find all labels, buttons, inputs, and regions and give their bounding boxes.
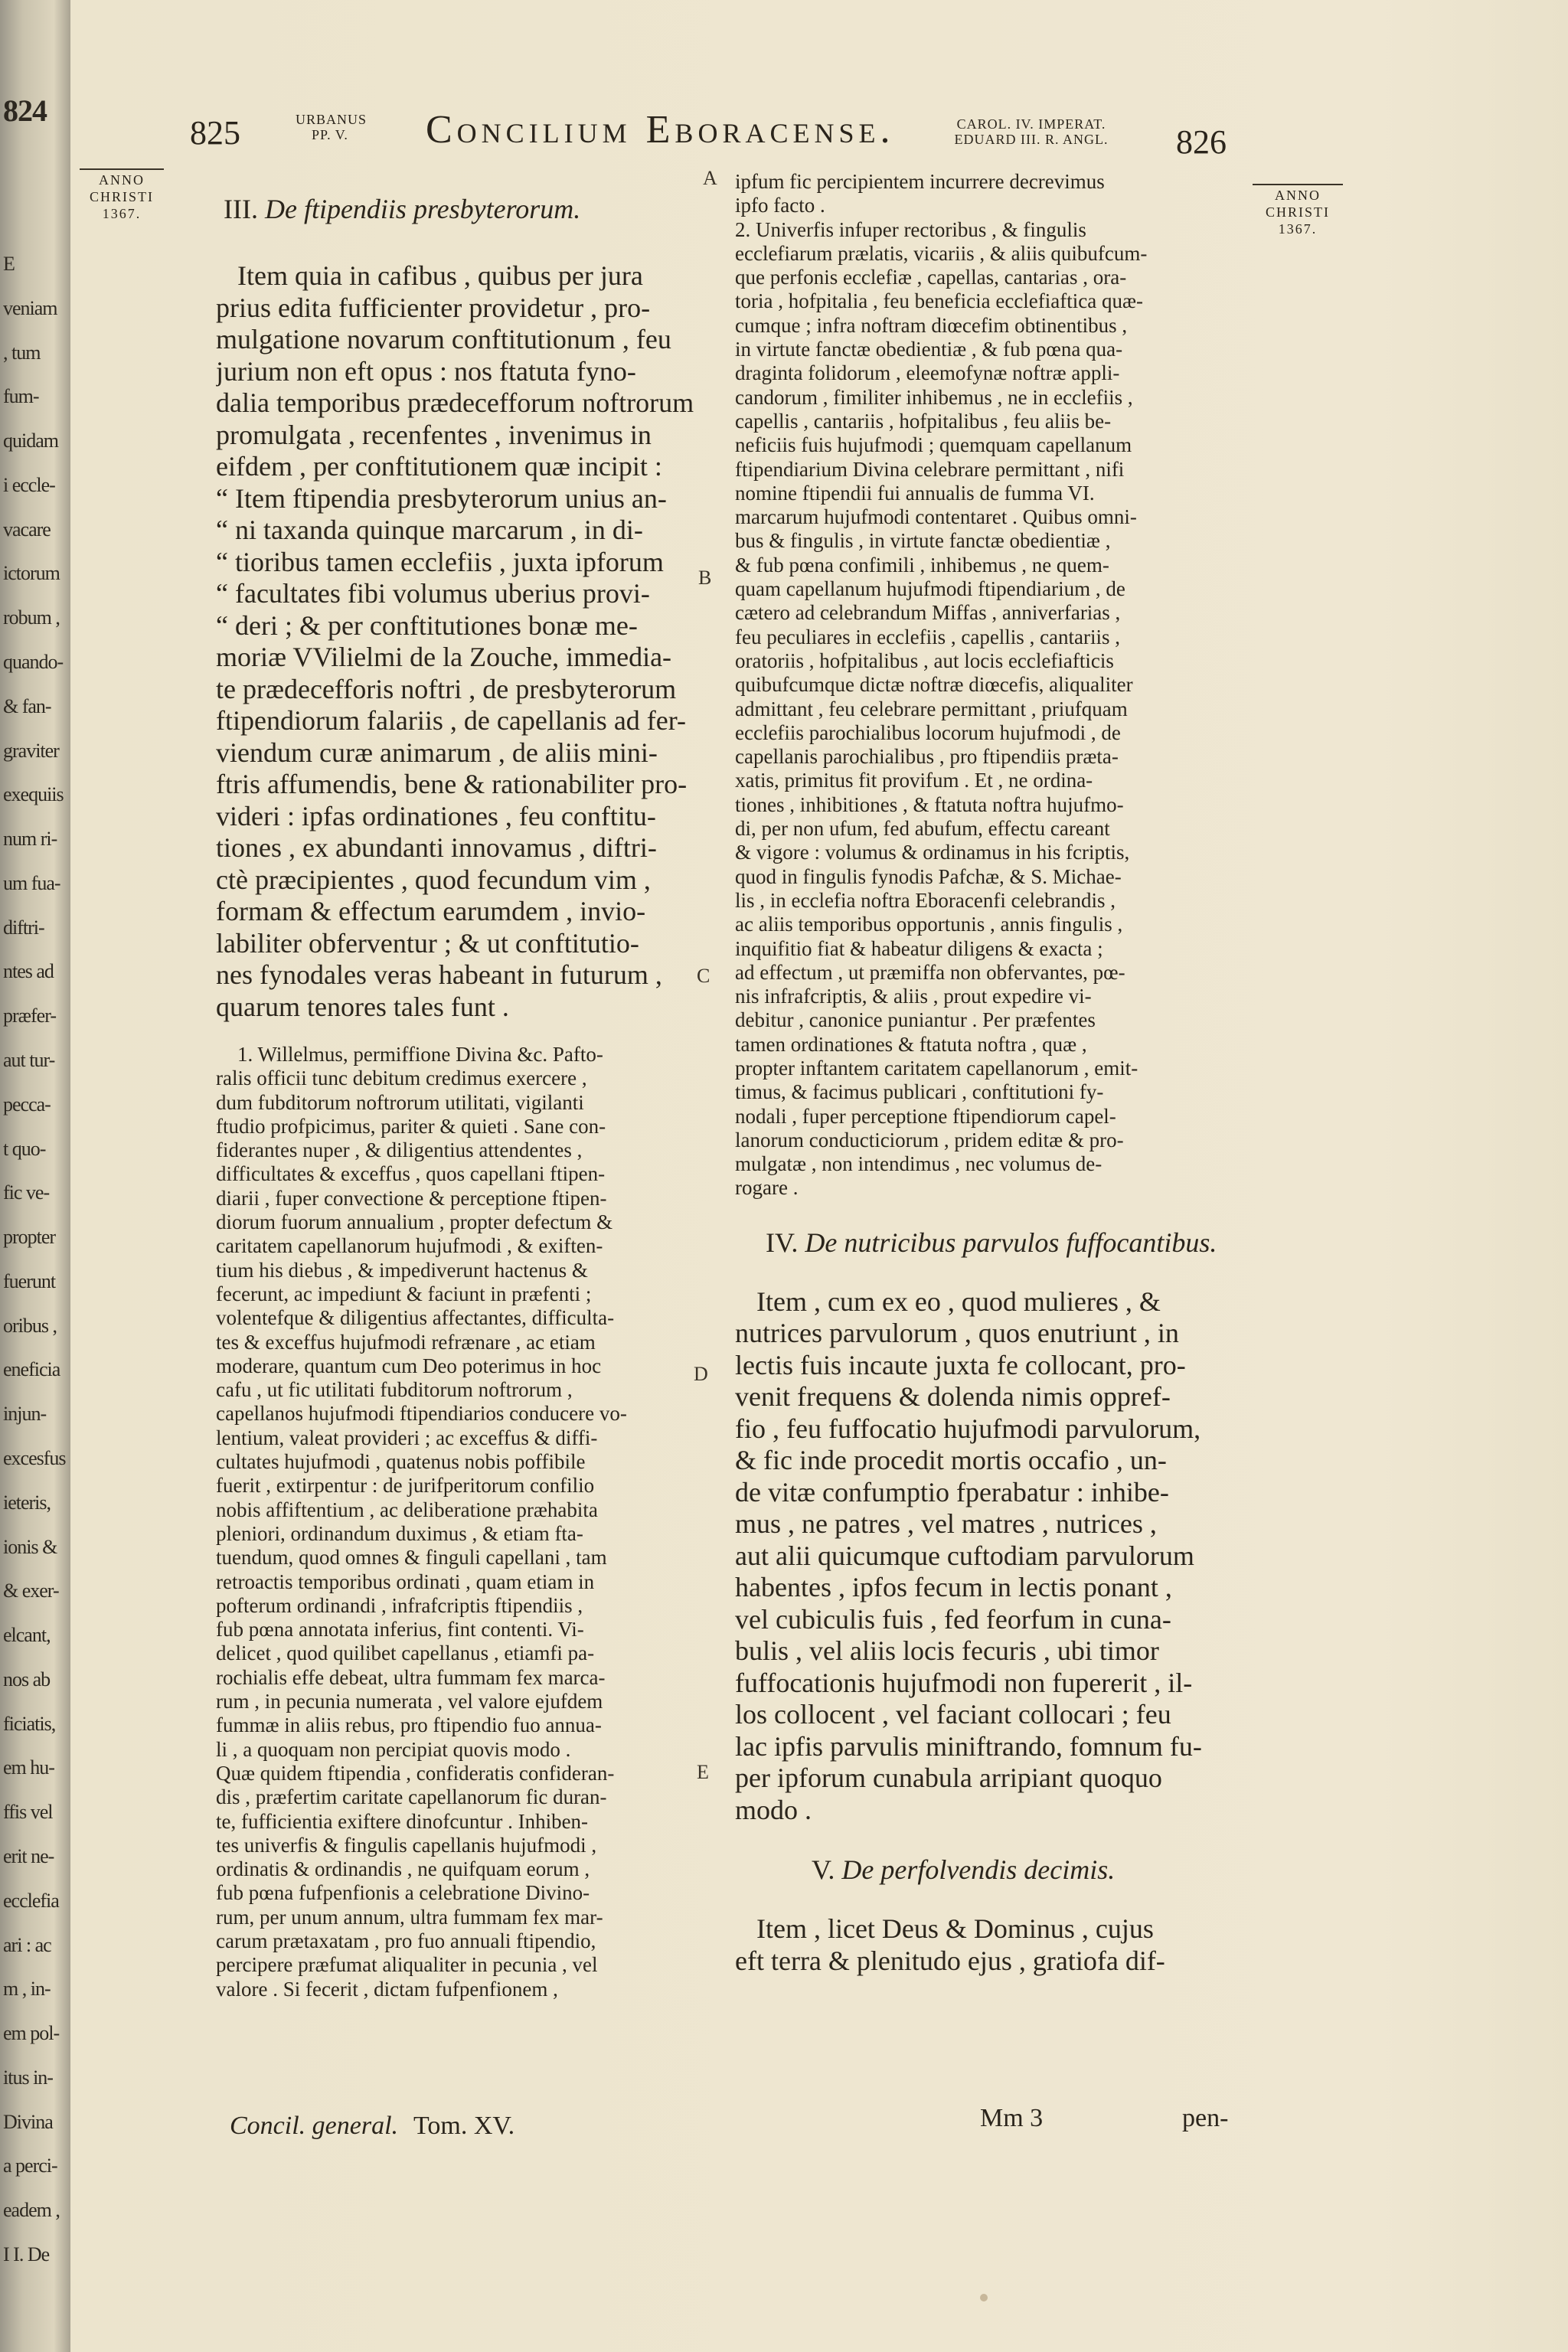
margin-letter-b: B: [698, 567, 712, 589]
text-line: cultates hujufmodi , quatenus nobis poffibile: [216, 1450, 586, 1474]
text-line: videri : ipfas ordinationes , feu conftitu-: [216, 800, 656, 831]
text-line: ctè præcipientes , quod fecundum vim ,: [216, 864, 651, 895]
text-line: rum , in pecunia numerata , vel valore ejufdem: [216, 1690, 603, 1713]
text-line: ecclefiarum prælatis, vicariis , & aliis quibufcum-: [735, 241, 1148, 265]
text-line: fub pœna annotata inferius, fint contenti. Vi-: [216, 1618, 584, 1642]
text-line: mulgatæ , non intendimus , nec volumus de-: [735, 1152, 1102, 1176]
text-line: ftris affumendis, bene & rationabiliter pro-: [216, 769, 688, 799]
text-line: te prædecefforis noftri , de presbyterorum: [216, 673, 677, 704]
strip-fragment: Divina: [3, 2111, 53, 2133]
emperor-line1: CAROL. IV. IMPERAT.: [956, 116, 1106, 132]
strip-fragment: eadem ,: [3, 2199, 60, 2221]
text-line: dis , præfertim caritate capellanorum fic duran-: [216, 1785, 607, 1809]
text-line: fuffocationis hujufmodi non fupererit , il-: [735, 1667, 1193, 1698]
signature-mark: Mm 3: [980, 2104, 1044, 2132]
text-line: Item , cum ex eo , quod mulieres , &: [756, 1285, 1161, 1317]
text-line: formam & effectum earumdem , invio-: [216, 896, 646, 926]
text-line: “ Item ftipendia presbyterorum unius an-: [216, 482, 667, 514]
text-line: lectis fuis incaute juxta fe collocant, pro-: [735, 1349, 1186, 1380]
text-line: “ deri ; & per conftitutiones bonæ me-: [216, 609, 638, 641]
text-line: nutrices parvulorum , quos enutriunt , in: [735, 1318, 1179, 1349]
text-line: 2. Univerfis infuper rectoribus , & fingulis: [735, 217, 1086, 241]
strip-fragment: excesfus: [3, 1447, 66, 1469]
text-line: propter inftantem caritatem capellanorum , emit-: [735, 1056, 1138, 1080]
section-5-title: De perfolvendis decimis.: [841, 1854, 1116, 1886]
strip-fragment: um fua-: [3, 872, 60, 894]
strip-fragment: quidam: [3, 430, 58, 452]
text-line: ecclefiis parochialibus locorum hujufmodi , de: [735, 720, 1121, 744]
strip-fragment: itus in-: [3, 2066, 53, 2089]
strip-fragment: ffis vel: [3, 1801, 53, 1823]
text-line: tamen ordinationes & ftatuta noftra , quæ ,: [735, 1032, 1087, 1056]
text-line: retroactis temporibus ordinati , quam etiam in: [216, 1570, 595, 1593]
strip-fragment: diftri-: [3, 916, 44, 939]
text-line: nis infrafcriptis, & aliis , prout expedire vi-: [735, 985, 1092, 1008]
text-line: moriæ VVilielmi de la Zouche, immedia-: [216, 642, 672, 672]
previous-page-number: 824: [3, 93, 47, 128]
text-line: mulgatione novarum conftitutionum , feu: [216, 324, 671, 354]
running-title: Concilium Eboracense.: [426, 108, 895, 152]
text-line: prius edita fufficienter providetur , pro-: [216, 292, 651, 323]
text-line: ftudio profpicimus, pariter & quieti . Sane con-: [216, 1114, 606, 1138]
margin-letter-a: A: [703, 167, 717, 189]
text-line: pofterum ordinandi , infrafcriptis ftipendiis ,: [216, 1593, 583, 1617]
text-line: Quæ quidem ftipendia , confideratis confideran-: [216, 1761, 615, 1785]
anno-left-line1: ANNO: [99, 172, 145, 188]
text-line: volentefque & diligentius affectantes, difficulta-: [216, 1306, 615, 1330]
text-line: ordinatis & ordinandis , ne quifquam eorum ,: [216, 1857, 590, 1881]
text-line: cætero ad celebrandum Miffas , anniverfarias ,: [735, 601, 1121, 625]
text-line: fummæ in aliis rebus, pro ftipendio fuo annua-: [216, 1713, 602, 1737]
text-line: toria , hofpitalia , feu beneficia ecclefiaftica quæ-: [735, 289, 1143, 313]
strip-fragment: propter: [3, 1226, 56, 1248]
text-line: & vigore : volumus & ordinamus in his fcriptis,: [735, 841, 1130, 864]
text-line: ac aliis temporibus opportunis , annis fingulis ,: [735, 913, 1123, 936]
page-number-right: 826: [1176, 123, 1227, 161]
text-line: diorum fuorum annualium , propter defectum &: [216, 1210, 613, 1234]
text-line: viendum curæ animarum , de aliis mini-: [216, 737, 658, 768]
section-3-intro: [216, 260, 694, 1023]
strip-fragment: ictorum: [3, 562, 60, 584]
pope-label: [296, 112, 368, 142]
section-4-title: De nutricibus parvulos fuffocantibus.: [805, 1227, 1217, 1258]
strip-fragment: nos ab: [3, 1668, 51, 1690]
text-line: rochialis effe debeat, ultra fummam fex marca-: [216, 1665, 606, 1689]
text-line: tes univerfis & fingulis capellanis hujufmodi ,: [216, 1833, 597, 1857]
strip-fragment: , tum: [3, 341, 41, 364]
text-line: “ ni taxanda quinque marcarum , in di-: [216, 514, 643, 545]
section-3-continuation: [735, 170, 1243, 1200]
page-number-left: 825: [190, 114, 240, 152]
anno-christi-left: [80, 168, 164, 222]
text-line: diarii , fuper convectione & perceptione ftipen-: [216, 1186, 607, 1210]
text-line: lis , in ecclefia noftra Eboracenfi celebrandis ,: [735, 888, 1116, 912]
anno-right-line2: CHRISTI: [1265, 204, 1330, 220]
left-column: [216, 193, 694, 2001]
anno-rule-left: [80, 168, 164, 170]
text-line: quarum tenores tales funt .: [216, 991, 509, 1022]
strip-fragment: oribus ,: [3, 1315, 57, 1337]
footer-concil: Concil. general.: [230, 2112, 399, 2140]
strip-fragment: exequiis: [3, 783, 64, 805]
text-line: debitur , canonice puniantur . Per præfentes: [735, 1008, 1096, 1032]
strip-fragment: graviter: [3, 740, 59, 762]
text-line: candorum , fimiliter inhibemus , ne in ecclefiis ,: [735, 385, 1133, 409]
text-line: rum, per unum annum, ultra fummam fex mar-: [216, 1905, 603, 1929]
pope-line2: PP. V.: [312, 127, 348, 142]
strip-fragment: ficiatis,: [3, 1713, 56, 1735]
strip-fragment: num ri-: [3, 828, 57, 850]
text-line: ad effectum , ut præmiffa non obfervantes, pœ-: [735, 960, 1125, 984]
text-line: fecerunt, ac impediunt & faciunt in præfenti ;: [216, 1282, 592, 1305]
text-line: nodali , fuper perceptione ftipendiorum capel-: [735, 1104, 1116, 1128]
text-line: tiones , inhibitiones , & ftatuta noftra hujufmo-: [735, 792, 1124, 816]
text-line: promulgata , recenfentes , invenimus in: [216, 419, 652, 450]
text-line: & fic inde procedit mortis occafio , un-: [735, 1445, 1167, 1476]
text-line: tes & exceffus hujufmodi refrænare , ac etiam: [216, 1330, 596, 1354]
text-line: marcarum hujufmodi contentaret . Quibus omni-: [735, 505, 1137, 529]
strip-fragment: ionis &: [3, 1536, 57, 1558]
strip-fragment: em hu-: [3, 1756, 54, 1779]
strip-fragment: & exer-: [3, 1579, 59, 1602]
previous-page-strip: [0, 0, 70, 2352]
strip-fragment: em pol-: [3, 2022, 60, 2044]
text-line: per ipforum cunabula arripiant quoquo: [735, 1762, 1162, 1794]
text-line: feu peculiares in ecclefiis , capellis , cantariis ,: [735, 625, 1121, 648]
section-5-heading: [812, 1854, 1243, 1886]
text-line: ftipendiarium Divina celebrare permittant , nifi: [735, 457, 1125, 481]
strip-fragment: robum ,: [3, 606, 60, 629]
anno-christi-right: [1253, 184, 1343, 237]
strip-fragment: fuerunt: [3, 1270, 56, 1292]
strip-fragment: m , in-: [3, 1978, 51, 2000]
text-line: ipfo facto .: [735, 194, 825, 217]
text-line: nobis affiftentium , ac deliberatione præhabita: [216, 1498, 598, 1521]
strip-fragment: pecca-: [3, 1093, 51, 1116]
text-line: delicet , quod quilibet capellanus , etiamfi pa-: [216, 1642, 595, 1665]
anno-rule-right: [1253, 184, 1343, 185]
strip-fragment: injun-: [3, 1403, 47, 1425]
text-line: lanorum conducticiorum , pridem editæ & pro-: [735, 1128, 1124, 1152]
text-line: Item , licet Deus & Dominus , cujus: [756, 1913, 1154, 1945]
text-line: nomine ftipendii fui annualis de fumma VI.: [735, 481, 1095, 505]
text-line: rogare .: [735, 1176, 799, 1200]
text-line: lentium, valeat provideri ; ac exceffus & diffi-: [216, 1426, 598, 1449]
text-line: que perfonis ecclefiæ , capellas, cantarias , ora-: [735, 266, 1127, 289]
text-line: tuendum, quod omnes & finguli capellani , tam: [216, 1546, 607, 1570]
section-4-number: IV.: [766, 1227, 799, 1258]
text-line: valore . Si fecerit , dictam fufpenfionem ,: [216, 1977, 558, 2001]
text-line: ftipendiorum falariis , de capellanis ad fer-: [216, 705, 687, 736]
text-line: & fub pœna confimili , inhibemus , ne quem-: [735, 553, 1109, 577]
text-line: eft terra & plenitudo ejus , gratiofa dif-: [735, 1945, 1165, 1976]
strip-fragment: vacare: [3, 518, 51, 541]
section-4-text: [735, 1286, 1243, 1827]
emperor-label: [928, 116, 1135, 147]
text-line: aut alii quicumque cuftodiam parvulorum: [735, 1540, 1194, 1571]
text-line: “ facultates fibi volumus uberius provi-: [216, 578, 650, 609]
text-line: vel cubiculis fuis , fed feorfum in cuna-: [735, 1603, 1171, 1635]
text-line: tiones , ex abundanti innovamus , diftri-: [216, 832, 657, 863]
anno-right-line3: 1367.: [1278, 221, 1318, 237]
section-4-heading: [766, 1227, 1243, 1259]
catchword: pen-: [1182, 2104, 1229, 2132]
text-line: admittant , feu celebrare permittant , priufquam: [735, 697, 1128, 720]
section-3-text: [216, 1043, 694, 2001]
anno-left-line3: 1367.: [102, 206, 142, 221]
paper-speck: [980, 2294, 988, 2301]
text-line: caritatem capellanorum hujufmodi , & exiften-: [216, 1234, 603, 1258]
strip-fragment: & fan-: [3, 695, 51, 717]
text-line: oratoriis , hofpitalibus , aut locis ecclefiafticis: [735, 648, 1114, 672]
section-3-title: De ftipendiis presbyterorum.: [264, 194, 581, 224]
text-line: bus & fingulis , in virtute fanctæ obedientiæ ,: [735, 529, 1111, 553]
text-line: Item quia in cafibus , quibus per jura: [237, 260, 643, 291]
text-line: modo .: [735, 1794, 812, 1825]
strip-fragment: ari : ac: [3, 1934, 51, 1956]
strip-fragment: t quo-: [3, 1138, 46, 1160]
text-line: capellanis parochialibus , pro ftipendiis præta-: [735, 745, 1119, 769]
section-5-text: [735, 1913, 1243, 1977]
text-line: ralis officii tunc debitum credimus exercere ,: [216, 1067, 587, 1090]
text-line: percipere præfumat aliqualiter in pecunia , vel: [216, 1953, 598, 1977]
strip-fragment: eneficia: [3, 1358, 60, 1380]
text-line: carum prætaxatam , pro fuo annuali ftipendio,: [216, 1929, 596, 1952]
text-line: xatis, primitus fit provifum . Et , ne ordina-: [735, 769, 1093, 792]
text-line: los collocent , vel faciant collocari ; feu: [735, 1699, 1171, 1730]
text-line: neficiis fuis hujufmodi ; quemquam capellanum: [735, 433, 1132, 457]
text-line: fio , feu fuffocatio hujufmodi parvulorum,: [735, 1413, 1201, 1444]
strip-fragment: ecclefia: [3, 1890, 59, 1912]
emperor-line2: EDUARD III. R. ANGL.: [954, 132, 1109, 147]
text-line: timus, & facimus publicari , conftitutioni fy-: [735, 1080, 1104, 1104]
text-line: difficultates & exceffus , quos capellani ftipen-: [216, 1162, 606, 1186]
strip-fragment: I I. De: [3, 2243, 50, 2265]
text-line: cafu , ut fic utilitati fubditorum noftrorum ,: [216, 1378, 573, 1402]
text-line: capellanos hujufmodi ftipendiarios conducere vo-: [216, 1402, 627, 1426]
text-line: fub pœna fufpenfionis a celebratione Divino-: [216, 1881, 590, 1905]
margin-letter-e: E: [697, 1761, 709, 1783]
text-line: quod in fingulis fynodis Pafchæ, & S. Michae-: [735, 864, 1122, 888]
strip-fragment: ieteris,: [3, 1491, 51, 1514]
section-3-number: III.: [224, 194, 258, 224]
text-line: capellis , cantariis , hofpitalibus , feu aliis be-: [735, 409, 1112, 433]
text-line: dum fubditorum noftrorum utilitati, vigilanti: [216, 1090, 584, 1114]
anno-right-line1: ANNO: [1275, 188, 1321, 203]
text-line: dalia temporibus prædecefforum noftrorum: [216, 387, 694, 418]
section-3-heading: [224, 193, 694, 225]
text-line: eifdem , per conftitutionem quæ incipit :: [216, 451, 662, 482]
text-line: jurium non eft opus : nos ftatuta fyno-: [216, 355, 636, 387]
strip-fragment: quando-: [3, 651, 64, 673]
text-line: te, fufficientia exiftere dinofcuntur . Inhiben-: [216, 1809, 589, 1833]
text-line: fiderantes nuper , & diligentius attendentes ,: [216, 1138, 583, 1162]
text-line: cumque ; infra noftram diœcefim obtinentibus ,: [735, 313, 1128, 337]
text-line: habentes , ipfos fecum in lectis ponant ,: [735, 1572, 1172, 1603]
text-line: labiliter obferventur ; & ut conftitutio-: [216, 927, 639, 959]
text-line: venit frequens & dolenda nimis oppref-: [735, 1381, 1171, 1413]
text-line: nes fynodales veras habeant in futurum ,: [216, 959, 662, 990]
strip-fragment: fum-: [3, 385, 39, 407]
text-line: fuerit , extirpentur : de jurifperitorum confilio: [216, 1474, 595, 1498]
text-line: di, per non ufum, fed abufum, effectu careant: [735, 817, 1110, 841]
margin-letter-c: C: [697, 965, 710, 987]
strip-fragment: E: [3, 253, 15, 275]
text-line: “ tioribus tamen ecclefiis , juxta ipforum: [216, 546, 664, 577]
strip-fragment: i eccle-: [3, 474, 55, 496]
text-line: inquifitio fiat & habeatur diligens & exacta ;: [735, 936, 1103, 960]
text-line: quam capellanum hujufmodi ftipendiarium , de: [735, 577, 1125, 601]
text-line: pleniori, ordinandum duximus , & etiam fta-: [216, 1521, 583, 1545]
text-line: in virtute fanctæ obedientiæ , & fub pœna qua-: [735, 338, 1123, 361]
strip-fragment: erit ne-: [3, 1845, 54, 1867]
footer-tom: Tom. XV.: [413, 2112, 515, 2140]
text-line: mus , ne patres , vel matres , nutrices ,: [735, 1508, 1157, 1540]
text-line: moderare, quantum cum Deo poterimus in hoc: [216, 1354, 602, 1377]
margin-letter-d: D: [694, 1363, 708, 1385]
strip-fragment: ntes ad: [3, 960, 54, 982]
strip-fragment: fic ve-: [3, 1181, 50, 1204]
text-line: draginta folidorum , eleemofynæ noftræ appli-: [735, 361, 1120, 385]
text-line: ipfum fic percipientem incurrere decrevimus: [735, 170, 1105, 193]
text-line: 1. Willelmus, permiffione Divina &c. Pafto-: [237, 1043, 603, 1066]
text-line: tium his diebus , & impediverunt hactenus &: [216, 1258, 588, 1282]
right-column: [735, 170, 1243, 1977]
strip-fragment: aut tur-: [3, 1049, 55, 1071]
strip-fragment: elcant,: [3, 1624, 51, 1646]
section-5-number: V.: [812, 1854, 835, 1886]
pope-line1: URBANUS: [296, 112, 368, 127]
text-line: quibufcumque dictæ noftræ diœcefis, aliqualiter: [735, 673, 1133, 697]
text-line: li , a quoquam non percipiat quovis modo .: [216, 1737, 571, 1761]
strip-fragment: præfer-: [3, 1004, 56, 1027]
text-line: de vitæ confumptio fperabatur : inhibe-: [735, 1476, 1169, 1508]
anno-left-line2: CHRISTI: [89, 189, 154, 204]
text-line: bulis , vel aliis locis fecuris , ubi timor: [735, 1635, 1159, 1667]
strip-fragment: veniam: [3, 297, 57, 319]
strip-fragment: a perci-: [3, 2154, 57, 2177]
text-line: lac ipfis parvulis miniftrando, fomnum fu-: [735, 1730, 1202, 1762]
